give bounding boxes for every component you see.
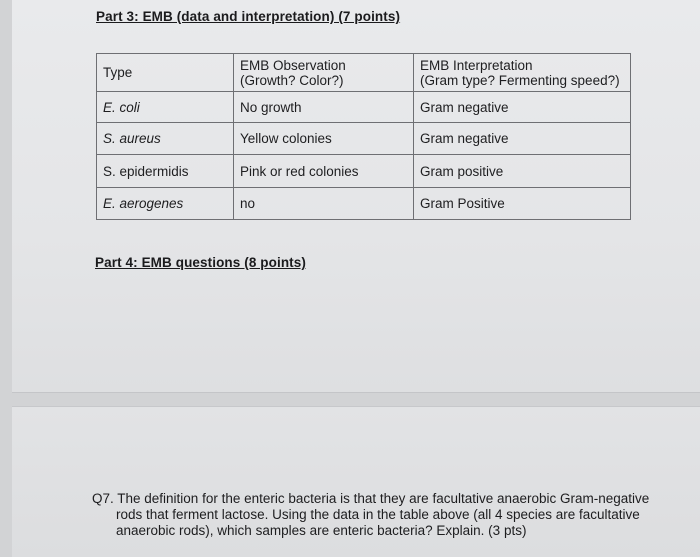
cell-type: S. epidermidis bbox=[97, 155, 234, 188]
table-row bbox=[97, 92, 631, 123]
emb-results-table bbox=[96, 53, 631, 220]
header-observation bbox=[234, 54, 414, 92]
table-header-row bbox=[97, 54, 631, 92]
worksheet-page bbox=[12, 0, 700, 393]
cell-observation: No growth bbox=[234, 92, 414, 123]
header-interpretation bbox=[414, 54, 631, 92]
cell-interpretation: Gram positive bbox=[414, 155, 631, 188]
table-row bbox=[97, 188, 631, 220]
part4-heading: Part 4: EMB questions (8 points) bbox=[95, 255, 306, 270]
header-observation-line2: (Growth? Color?) bbox=[240, 72, 344, 88]
cell-observation: Yellow colonies bbox=[234, 123, 414, 155]
cell-type: S. aureus bbox=[97, 123, 234, 155]
header-type: Type bbox=[97, 54, 234, 92]
header-interpretation-line2: (Gram type? Fermenting speed?) bbox=[420, 72, 620, 88]
worksheet-page-2 bbox=[12, 406, 700, 557]
header-interpretation-line1: EMB Interpretation bbox=[420, 57, 533, 73]
table-row bbox=[97, 155, 631, 188]
cell-observation: Pink or red colonies bbox=[234, 155, 414, 188]
cell-interpretation: Gram negative bbox=[414, 123, 631, 155]
question-q7: Q7. The definition for the enteric bacteria is that they are facultative anaerobic Gram-negative rods that ferment lactose. Using the data in the table above (all 4 species are facultative anaerobic rods), which samples are enteric bacteria? Explain. (3 pts) bbox=[92, 491, 650, 538]
cell-type: E. aerogenes bbox=[97, 188, 234, 220]
cell-interpretation: Gram negative bbox=[414, 92, 631, 123]
table-row bbox=[97, 123, 631, 155]
part3-heading: Part 3: EMB (data and interpretation) (7 points) bbox=[96, 9, 401, 24]
cell-interpretation: Gram Positive bbox=[414, 188, 631, 220]
cell-observation: no bbox=[234, 188, 414, 220]
cell-type: E. coli bbox=[97, 92, 234, 123]
header-observation-line1: EMB Observation bbox=[240, 57, 346, 73]
